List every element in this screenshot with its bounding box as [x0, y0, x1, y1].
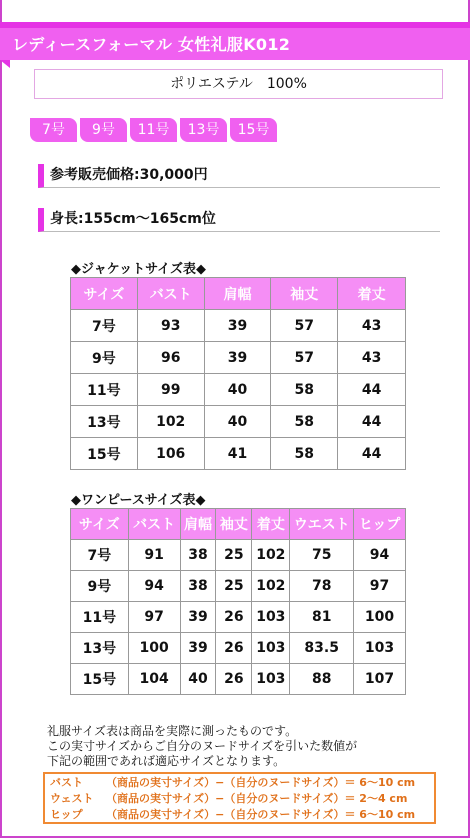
- table-cell: 11号: [71, 602, 129, 633]
- table-row: [71, 310, 406, 342]
- table-cell: 15号: [71, 664, 129, 695]
- table-cell: 99: [137, 374, 204, 406]
- table-cell: 100: [354, 602, 406, 633]
- table-cell: 97: [354, 571, 406, 602]
- size-tab-15[interactable]: 15号: [230, 118, 277, 142]
- table-cell: 103: [252, 602, 290, 633]
- formula-bust: [50, 775, 429, 791]
- table-cell: 40: [204, 406, 271, 438]
- column-header: ウエスト: [290, 509, 354, 540]
- table-cell: 102: [252, 540, 290, 571]
- table-cell: 13号: [71, 406, 138, 438]
- table-cell: 39: [204, 310, 271, 342]
- table-cell: 38: [180, 571, 216, 602]
- table-cell: 100: [128, 633, 180, 664]
- table-row: [71, 438, 406, 470]
- jacket-table-title: ◆ジャケットサイズ表◆: [71, 262, 207, 277]
- table-cell: 15号: [71, 438, 138, 470]
- fit-formula-box: [43, 772, 436, 824]
- column-header: 着丈: [252, 509, 290, 540]
- note-line: 下記の範囲であれば適応サイズとなります。: [47, 754, 286, 768]
- column-header: バスト: [137, 278, 204, 310]
- table-cell: 107: [354, 664, 406, 695]
- table-cell: 57: [271, 342, 338, 374]
- column-header: 袖丈: [216, 509, 252, 540]
- table-cell: 40: [204, 374, 271, 406]
- column-header: 着丈: [338, 278, 406, 310]
- table-cell: 39: [180, 633, 216, 664]
- size-tab-11[interactable]: 11号: [130, 118, 177, 142]
- formula-label: ヒップ: [50, 808, 83, 821]
- table-cell: 93: [137, 310, 204, 342]
- table-cell: 25: [216, 540, 252, 571]
- table-cell: 58: [271, 406, 338, 438]
- jacket-size-table: [70, 277, 406, 470]
- table-cell: 44: [338, 374, 406, 406]
- formula-expr: （商品の実寸サイズ）−（自分のヌードサイズ）＝ 6〜10 cm: [106, 776, 416, 789]
- column-header: サイズ: [71, 278, 138, 310]
- column-header: ヒップ: [354, 509, 406, 540]
- material-box: ポリエステル 100%: [34, 69, 443, 99]
- size-tab-13[interactable]: 13号: [180, 118, 227, 142]
- size-notes: [47, 724, 357, 769]
- column-header: 肩幅: [180, 509, 216, 540]
- table-row: [71, 633, 406, 664]
- size-tab-9[interactable]: 9号: [80, 118, 127, 142]
- table-cell: 26: [216, 633, 252, 664]
- table-cell: 43: [338, 310, 406, 342]
- table-cell: 78: [290, 571, 354, 602]
- note-line: この実寸サイズからご自分のヌードサイズを引いた数値が: [47, 739, 358, 753]
- table-cell: 39: [180, 602, 216, 633]
- table-cell: 7号: [71, 310, 138, 342]
- size-tab-7[interactable]: 7号: [30, 118, 77, 142]
- table-cell: 102: [137, 406, 204, 438]
- table-cell: 11号: [71, 374, 138, 406]
- formula-expr: （商品の実寸サイズ）−（自分のヌードサイズ）＝ 2〜4 cm: [106, 792, 408, 805]
- formula-expr: （商品の実寸サイズ）−（自分のヌードサイズ）＝ 6〜10 cm: [106, 808, 416, 821]
- height-label: 身長:155cm〜165cm位: [38, 208, 440, 232]
- table-cell: 13号: [71, 633, 129, 664]
- table-cell: 26: [216, 664, 252, 695]
- formula-label: バスト: [50, 776, 83, 789]
- table-cell: 104: [128, 664, 180, 695]
- table-cell: 9号: [71, 571, 129, 602]
- formula-hip: [50, 807, 429, 823]
- table-cell: 83.5: [290, 633, 354, 664]
- table-cell: 58: [271, 374, 338, 406]
- table-header-row: [71, 278, 406, 310]
- table-cell: 7号: [71, 540, 129, 571]
- table-cell: 91: [128, 540, 180, 571]
- table-row: [71, 342, 406, 374]
- table-cell: 44: [338, 438, 406, 470]
- page-header: [0, 0, 470, 60]
- formula-waist: [50, 791, 429, 807]
- table-cell: 81: [290, 602, 354, 633]
- table-cell: 106: [137, 438, 204, 470]
- table-cell: 39: [204, 342, 271, 374]
- table-cell: 75: [290, 540, 354, 571]
- table-row: [71, 664, 406, 695]
- table-cell: 103: [354, 633, 406, 664]
- table-header-row: [71, 509, 406, 540]
- note-line: 礼服サイズ表は商品を実際に測ったものです。: [47, 724, 298, 738]
- table-cell: 38: [180, 540, 216, 571]
- table-cell: 44: [338, 406, 406, 438]
- table-cell: 25: [216, 571, 252, 602]
- table-cell: 102: [252, 571, 290, 602]
- table-cell: 103: [252, 664, 290, 695]
- formula-label: ウェスト: [50, 792, 94, 805]
- table-cell: 43: [338, 342, 406, 374]
- table-row: [71, 374, 406, 406]
- onepiece-table-title: ◆ワンピースサイズ表◆: [71, 493, 206, 508]
- table-cell: 9号: [71, 342, 138, 374]
- table-row: [71, 602, 406, 633]
- column-header: 肩幅: [204, 278, 271, 310]
- column-header: バスト: [128, 509, 180, 540]
- table-cell: 94: [354, 540, 406, 571]
- table-cell: 94: [128, 571, 180, 602]
- table-cell: 26: [216, 602, 252, 633]
- column-header: 袖丈: [271, 278, 338, 310]
- table-row: [71, 540, 406, 571]
- table-cell: 58: [271, 438, 338, 470]
- table-cell: 88: [290, 664, 354, 695]
- price-label: 参考販売価格:30,000円: [38, 164, 440, 188]
- table-cell: 40: [180, 664, 216, 695]
- table-cell: 97: [128, 602, 180, 633]
- table-cell: 96: [137, 342, 204, 374]
- onepiece-size-table: [70, 508, 406, 695]
- table-row: [71, 571, 406, 602]
- table-cell: 57: [271, 310, 338, 342]
- table-row: [71, 406, 406, 438]
- page-title: レディースフォーマル 女性礼服K012: [12, 35, 291, 54]
- table-cell: 41: [204, 438, 271, 470]
- column-header: サイズ: [71, 509, 129, 540]
- table-cell: 103: [252, 633, 290, 664]
